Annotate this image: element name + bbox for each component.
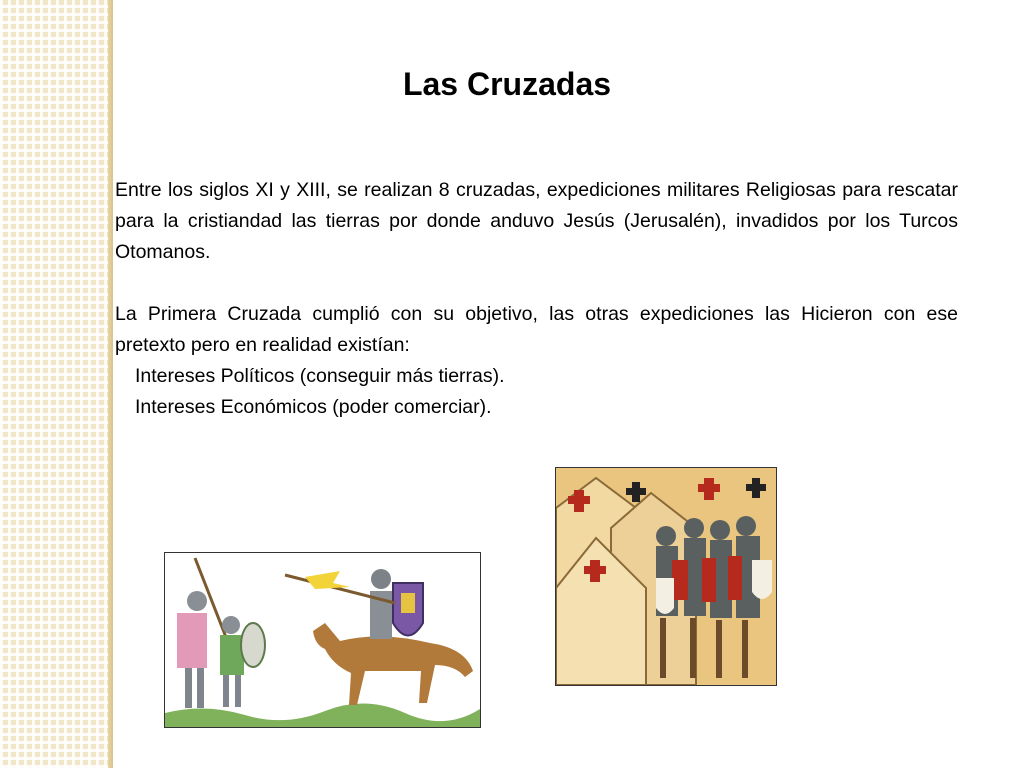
bullet-item-1: Intereses Políticos (conseguir más tierras). [135, 365, 505, 387]
slide-body [115, 175, 958, 423]
crusaders-tents-illustration [555, 467, 777, 686]
bullet-item-2: Intereses Económicos (poder comerciar). [135, 396, 492, 418]
decorative-side-pattern [0, 0, 112, 768]
paragraph-2: La Primera Cruzada cumplió con su objetivo, las otras expediciones las Hicieron con ese pretexto pero en realidad existían: [115, 303, 958, 356]
knights-armor-illustration [164, 552, 481, 728]
decorative-side-edge [108, 0, 113, 768]
paragraph-1: Entre los siglos XI y XIII, se realizan 8 cruzadas, expediciones militares Religiosas para rescatar para la cristiandad las tierras por donde anduvo Jesús (Jerusalén), invadidos por los Turcos Otomanos. [115, 179, 958, 263]
slide-title: Las Cruzadas [402, 66, 612, 102]
